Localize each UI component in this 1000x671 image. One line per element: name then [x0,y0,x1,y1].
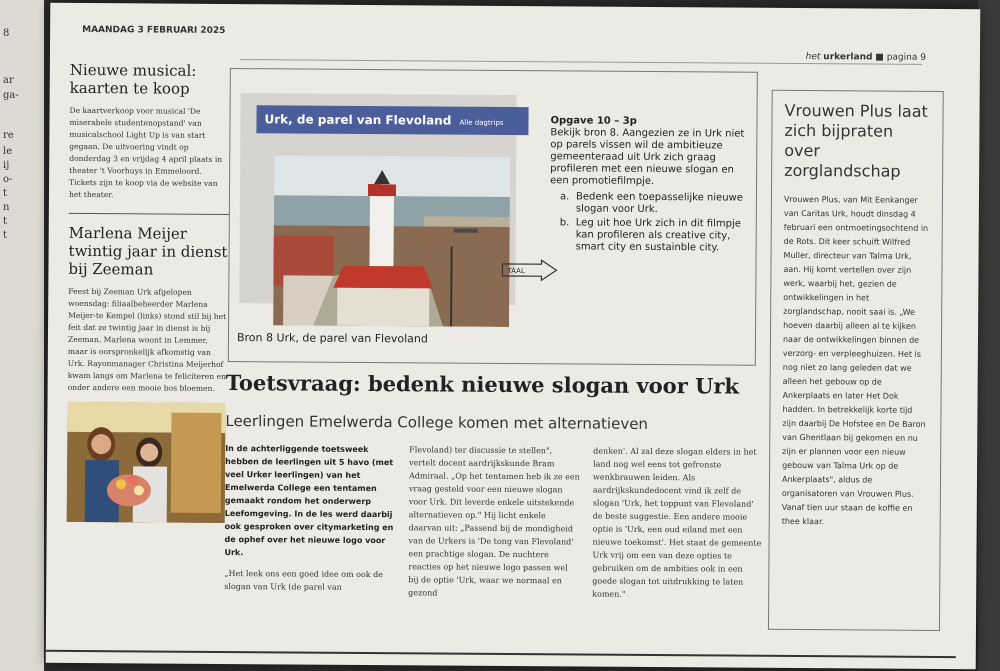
margin-fragment: t [3,216,8,227]
source-banner [256,105,528,135]
assignment-intro: Bekijk bron 8. Aangezien ze in Urk niet op parels vissen wil de ambitieuze gemeenteraad uit Urk zich graag profileren met een nieuwe slogan en een promotiefilmpje. [550,127,745,187]
assignment-title: Opgave 10 – 3p [550,115,637,127]
item-text: Bedenk een toepasselijke nieuwe slogan voor Urk. [575,191,743,216]
margin-fragment: o- [3,174,13,185]
taal-arrow [501,259,557,281]
zeeman-photo [67,402,226,523]
margin-fragment: 8 [3,28,10,39]
musical-headline: Nieuwe musical: kaarten te koop [69,60,197,98]
vrouwen-body: Vrouwen Plus, van Mit Eenkanger van Caritas Urk, houdt dinsdag 4 februari een ontmoetingsochtend in de Rots. Dit keer schuift Wilfred Muller, directeur van Talma Urk, aan. Hij komt vertellen over zijn werk, waarbij het, gezien de ontwikkelingen in het zorglandschap, nooit saai is. „We hoeven daarbij alleen al te kijken naar de ontwikkelingen binnen de verzorg- en verpleeghuizen. Het is nog niet zo lang geleden dat we alleen het gebouw op de Ankerplaats en later Het Dok hadden. In betrekkelijk korte tijd zijn daarbij De Hofstee en De Baron van Ghentlaan bij gekomen en nu zijn er plannen voor een nieuw gebouw van Talma Urk op de Ankerplaats", aldus de organisatoren van Vrouwen Plus. Vanaf tien uur staan de koffie en thee klaar. [781,194,929,527]
bottom-rule [46,650,956,658]
square-bullet-icon: ■ [875,52,884,63]
margin-fragment: t [3,188,8,199]
page-header [806,52,926,63]
margin-fragment: n [3,202,10,213]
banner-subtitle: Alle dagtrips [459,118,504,127]
vrouwen-headline: Vrouwen Plus laat zich bijpraten over zorglandschap [784,100,928,181]
musical-body: De kaartverkoop voor musical 'De miserabele studentenopstand' van musicalschool Light Up is van start gegaan. De uitvoering vindt op donderdag 3 en vrijdag 4 april plaats in theater 't Voorhuys in Emmeloord. Tickets zijn te koop via de website van het theater. [68,105,223,200]
assignment-item [550,191,750,216]
zeeman-headline: Marlena Meijer twintig jaar in dienst bij Zeeman [68,223,228,279]
banner-title: Urk, de parel van Flevoland [264,112,452,128]
assignment-item [550,217,750,254]
article-column [224,442,397,599]
assignment-list [550,191,750,254]
article-column: denken'. Al zal deze slogan elders in het land nog wel eens tot gefronste wenkbrauwen leiden. Als aardrijkskundedocent vind ik zelf de slogan 'Urk, het toppunt van Flevoland' de beste suggestie. Een andere mooie optie is 'Urk, een oud eiland met een nieuwe toekomst'. Het staat de gemeente Urk vrij om een van deze opties te gebruiken om de ambities ook in een goede slogan tot uitdrukking te laten komen." [592,446,762,599]
margin-fragment: ij [3,160,10,171]
source-box [228,68,758,366]
left-column [67,61,230,523]
vrouwen-plus-box [768,90,944,631]
taal-label: TAAL [507,266,525,276]
margin-fragment: re [3,130,14,141]
article-column: Flevoland) ter discussie te stellen", vertelt docent aardrijkskunde Bram Admiraal. „Op het tentamen heb ik ze een vraag gesteld voor een nieuwe slogan voor Urk. Dit leverde enkele uitstekende alternatieven op." Hij licht enkele daarvan uit: „Passend bij de mondigheid van de Urkers is 'De tong van Flevoland' een prachtige slogan. De nuchtere reacties op het nieuwe logo passen wel bij de optie 'Urk, waar we normaal en gezond [408,445,580,598]
item-marker: a. [559,191,570,203]
margin-fragment: ar [3,75,14,86]
article-text: „Het leek ons een goed idee om ook de slogan van Urk (de parel van [224,568,384,592]
margin-fragment: ga- [3,90,19,101]
article-body [224,442,765,602]
newspaper-page [46,3,981,669]
paper-name: urkerland [823,52,873,63]
page-number: pagina 9 [886,52,926,63]
paper-name-prefix: het [805,52,821,63]
background-edge [978,0,1000,671]
article-lead: In de achterliggende toetsweek hebben de leerlingen uit 5 havo (met veel Urker leerlingen) van het Emelwerda College een tentamen gemaakt rondom het onderwerp Leefomgeving. In de les werd daarbij ook gesproken over citymarketing en de ophef over het nieuwe logo voor Urk. [224,443,394,558]
zeeman-body: Feest bij Zeeman Urk afgelopen woensdag: filiaalbeheerder Marlena Meijer-te Kempel (links) stond stil bij het feit dat ze twintig jaar in dienst is bij Zeeman. Marlena woont in Lemmer, maar is oorspronkelijk afkomstig van Urk. Rayonmanager Christina Meijerhof kwam langs om Marlena te feliciteren en onder andere een mooie bos bloemen. [67,286,227,393]
assignment [550,115,751,256]
page-date: MAANDAG 3 FEBRUARI 2025 [82,24,226,36]
lighthouse-photo [273,155,510,327]
margin-fragment: le [3,146,13,157]
article-subhead: Leerlingen Emelwerda College komen met alternatieven [225,411,649,433]
previous-page-edge [0,0,44,671]
article-headline: Toetsvraag: bedenk nieuwe slogan voor Urk [225,369,740,399]
item-text: Leg uit hoe Urk zich in dit filmpje kan profileren als creative city, smart city en sustainble city. [575,217,741,254]
margin-fragment: t [3,230,8,241]
divider [69,213,229,215]
item-marker: b. [559,217,570,229]
photo-caption: Bron 8 Urk, de parel van Flevoland [236,331,428,346]
